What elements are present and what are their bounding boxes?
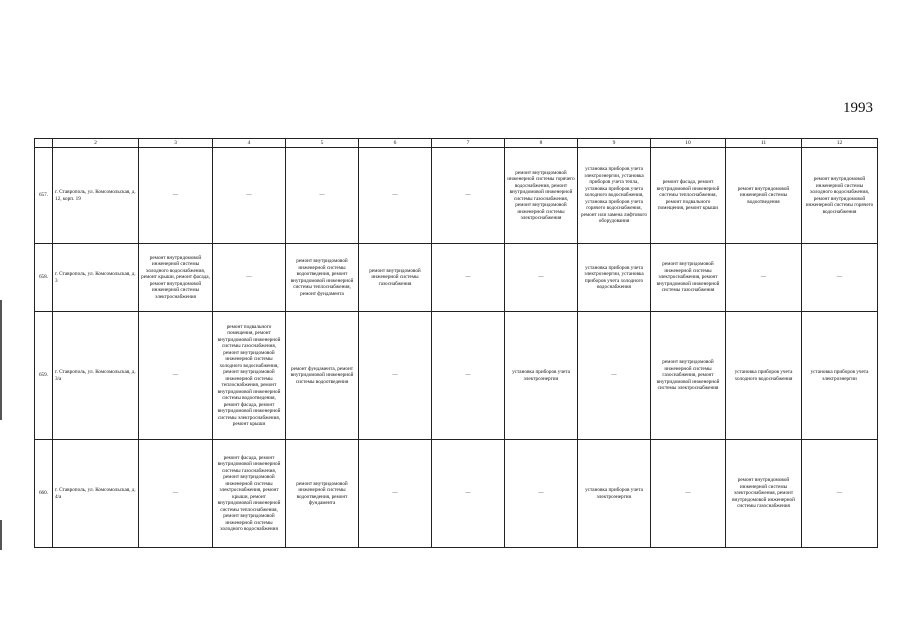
table-cell: — [802,244,878,312]
scan-edge-mark [0,520,2,550]
header-cell: 6 [359,139,432,148]
table-cell: ремонт подвального помещения, ремонт внутридомовой инженерной системы газоснабжения, ремонт внутридомовой инженерной системы холодного водоснабжения, ремонт внутридомовой инженерной системы теплоснабжения, ремонт внутридомовой инженерной системы водоотведения, ремонт фасада, ремонт внутридомовой инженерной системы электроснабжения, ремонт крыши [213,312,286,440]
table-cell: — [359,148,432,244]
table-cell: ремонт внутридомовой инженерной системы электроснабжения, ремонт внутридомовой инженерной системы газоснабжения [726,440,802,548]
address-cell: г. Ставрополь, ул. Комсомольская, д. 3 [53,244,139,312]
header-cell: 5 [286,139,359,148]
header-cell: 8 [505,139,578,148]
header-cell: 10 [651,139,726,148]
table-cell: — [432,148,505,244]
table-cell: — [359,440,432,548]
header-cell: 11 [726,139,802,148]
table-cell: — [432,312,505,440]
table-row [35,244,878,312]
table-cell: — [286,148,359,244]
header-cell: 3 [139,139,213,148]
address-cell: г. Ставрополь, ул. Комсомольская, д. 12, корп. 19 [53,148,139,244]
header-cell: 12 [802,139,878,148]
header-cell: 2 [53,139,139,148]
table-cell: — [432,244,505,312]
table-cell: установка приборов учета электроэнергии [505,312,578,440]
repair-schedule-table [34,138,878,548]
header-row [35,139,878,148]
row-number: 658. [35,244,53,312]
table-cell: — [139,148,213,244]
table-cell: — [432,440,505,548]
page-number: 1993 [843,100,873,116]
table-cell: ремонт внутридомовой инженерной системы газоснабжения [359,244,432,312]
table-cell: ремонт внутридомовой инженерной системы газоснабжения, ремонт внутридомовой инженерной системы электроснабжения [651,312,726,440]
table-cell: ремонт внутридомовой инженерной системы электроснабжения, ремонт внутридомовой инженерной системы газоснабжения [651,244,726,312]
table-row [35,440,878,548]
table-row [35,312,878,440]
table-cell: ремонт внутридомовой инженерной системы водоотведения, ремонт внутридомовой инженерной системы теплоснабжения, ремонт фундамента [286,244,359,312]
scan-edge-mark [0,300,2,420]
table-cell: ремонт внутридомовой инженерной системы холодного водоснабжения, ремонт внутридомовой инженерной системы горячего водоснабжения [802,148,878,244]
table-cell: ремонт фасада, ремонт внутридомовой инженерной системы газоснабжения, ремонт внутридомовой инженерной системы электроснабжения, ремонт крыши, ремонт внутридомовой инженерной системы теплоснабжения, ремонт внутридомовой инженерной системы холодного водоснабжения [213,440,286,548]
table-cell: установка приборов учета электроэнергии, установка приборов учета тепла, установка приборов учета холодного водоснабжения, установка приборов учета горячего водоснабжения, ремонт или замена лифтового оборудования [578,148,651,244]
row-number: 659. [35,312,53,440]
header-cell: 7 [432,139,505,148]
table-cell: — [802,440,878,548]
table-cell: ремонт внутридомовой инженерной системы водоотведения, ремонт фундамента [286,440,359,548]
table-cell: — [578,312,651,440]
row-number: 660. [35,440,53,548]
table-cell: — [213,244,286,312]
table-cell: — [726,244,802,312]
table-cell: ремонт фасада, ремонт внутридомовой инженерной системы теплоснабжения, ремонт подвального помещения, ремонт крыши [651,148,726,244]
address-cell: г. Ставрополь, ул. Комсомольская, д. 4/а [53,440,139,548]
table-cell: установка приборов учета электроэнергии [578,440,651,548]
table-cell: — [505,440,578,548]
table-cell: ремонт внутридомовой инженерной системы холодного водоснабжения, ремонт крыши, ремонт фасада, ремонт внутридомовой инженерной системы электроснабжения [139,244,213,312]
table-cell: ремонт внутридомовой инженерной системы водоотведения [726,148,802,244]
table-cell: — [213,148,286,244]
table-cell: — [139,312,213,440]
header-cell [35,139,53,148]
table-cell: установка приборов учета электроэнергии, установка приборов учета холодного водоснабжения [578,244,651,312]
table-cell: ремонт внутридомовой инженерной системы горячего водоснабжения, ремонт внутридомовой инженерной системы газоснабжения, ремонт внутридомовой инженерной системы электроснабжения [505,148,578,244]
address-cell: г. Ставрополь, ул. Комсомольская, д. 3/а [53,312,139,440]
table-cell: установка приборов учета холодного водоснабжения [726,312,802,440]
table-cell: установка приборов учета электроэнергии [802,312,878,440]
table-cell: — [651,440,726,548]
table-row [35,148,878,244]
table-cell: — [359,312,432,440]
table-cell: ремонт фундамента, ремонт внутридомовой инженерной системы водоотведения [286,312,359,440]
row-number: 657. [35,148,53,244]
table-cell: — [505,244,578,312]
header-cell: 4 [213,139,286,148]
header-cell: 9 [578,139,651,148]
table-cell: — [139,440,213,548]
